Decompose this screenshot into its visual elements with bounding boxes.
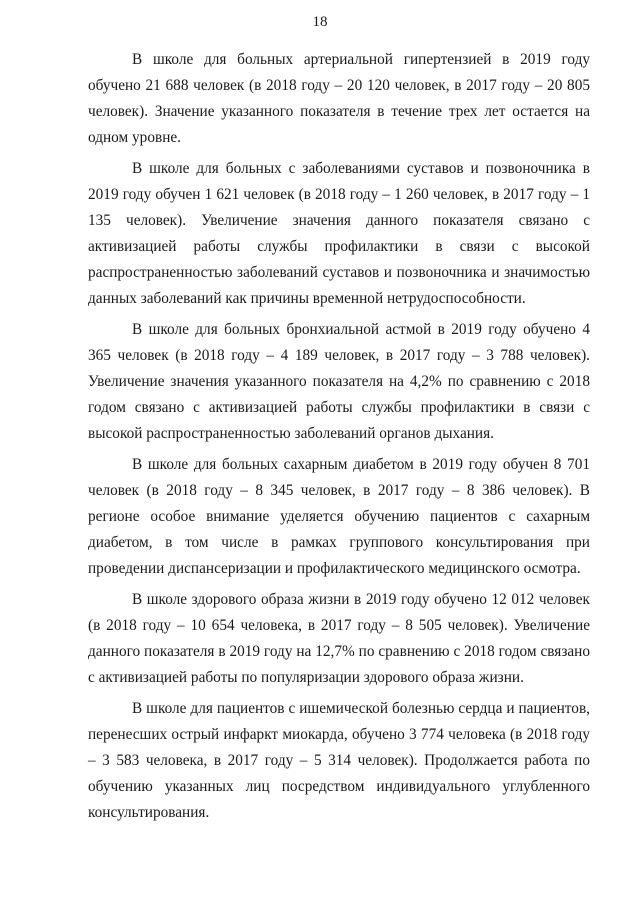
page-number: 18 bbox=[312, 14, 328, 30]
paragraph-asthma-school: В школе для больных бронхиальной астмой в 2019 году обучено 4 365 человек (в 2018 году – 4 189 человек, в 2017 году – 3 788 человек). Увеличение значения указанного показателя на 4,2% по сравнению с 2018 годом связано с активизацией работы службы профилактики в связи с высокой распространенностью заболеваний органов дыхания. bbox=[88, 321, 590, 442]
paragraph-diabetes-school: В школе для больных сахарным диабетом в 2019 году обучен 8 701 человек (в 2018 году – 8 345 человек, в 2017 году – 8 386 человек). В регионе особое внимание уделяется обучению пациентов с сахарным диабетом, в том числе в рамках группового консультирования при проведении диспансеризации и профилактического медицинского осмотра. bbox=[88, 456, 590, 577]
paragraph-ischemic-heart-disease-school: В школе для пациентов с ишемической болезнью сердца и пациентов, перенесших острый инфаркт миокарда, обучено 3 774 человека (в 2018 году – 3 583 человека, в 2017 году – 5 314 человек). Продолжается работа по обучению указанных лиц посредством индивидуального углубленного консультирования. bbox=[88, 700, 590, 821]
paragraph-joints-spine-school: В школе для больных с заболеваниями суставов и позвоночника в 2019 году обучен 1 621 человек (в 2018 году – 1 260 человек, в 2017 году – 1 135 человек). Увеличение значения данного показателя связано с активизацией работы службы профилактики в связи с высокой распространенностью заболеваний суставов и позвоночника и значимостью данных заболеваний как причины временной нетрудоспособности. bbox=[88, 160, 590, 307]
document-body bbox=[88, 47, 590, 831]
paragraph-hypertension-school: В школе для больных артериальной гипертензией в 2019 году обучено 21 688 человек (в 2018 году – 20 120 человек, в 2017 году – 20 805 человек). Значение указанного показателя в течение трех лет остается на одном уровне. bbox=[88, 51, 590, 146]
paragraph-healthy-lifestyle-school: В школе здорового образа жизни в 2019 году обучено 12 012 человек (в 2018 году – 10 654 человека, в 2017 году – 8 505 человек). Увеличение данного показателя в 2019 году на 12,7% по сравнению с 2018 годом связано с активизацией работы по популяризации здорового образа жизни. bbox=[88, 591, 590, 686]
